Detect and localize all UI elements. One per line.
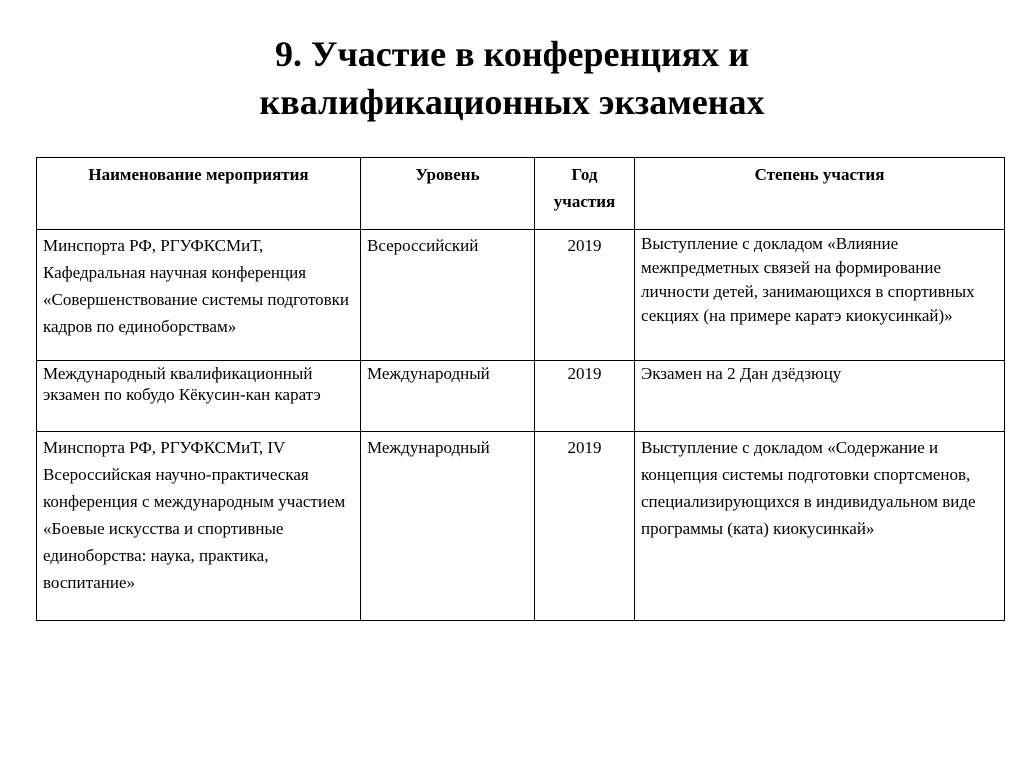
table-header-row — [37, 158, 1005, 230]
slide-title — [0, 30, 1024, 126]
header-level: Уровень — [361, 158, 535, 230]
cell-level: Международный — [361, 432, 535, 621]
cell-level: Международный — [361, 361, 535, 432]
cell-event-name: Минспорта РФ, РГУФКСМиТ, IV Всероссийская научно-практическая конференция с международным участием «Боевые искусства и спортивные единоборства: наука, практика, воспитание» — [37, 432, 361, 621]
slide-title-line-2: квалификационных экзаменах — [259, 82, 765, 122]
cell-event-name: Международный квалификационный экзамен по кобудо Кёкусин-кан каратэ — [37, 361, 361, 432]
table-row — [37, 361, 1005, 432]
table-row — [37, 432, 1005, 621]
cell-participation: Выступление с докладом «Влияние межпредметных связей на формирование личности детей, занимающихся в спортивных секциях (на примере каратэ киокусинкай)» — [635, 230, 1005, 361]
header-event-name: Наименование мероприятия — [37, 158, 361, 230]
cell-year: 2019 — [535, 432, 635, 621]
slide-title-line-1: 9. Участие в конференциях и — [275, 34, 749, 74]
table-row — [37, 230, 1005, 361]
cell-participation: Экзамен на 2 Дан дзёдзюцу — [635, 361, 1005, 432]
cell-event-name: Минспорта РФ, РГУФКСМиТ, Кафедральная научная конференция «Совершенствование системы подготовки кадров по единоборствам» — [37, 230, 361, 361]
cell-level: Всероссийский — [361, 230, 535, 361]
cell-participation: Выступление с докладом «Содержание и концепция системы подготовки спортсменов, специализирующихся в индивидуальном виде программы (ката) киокусинкай» — [635, 432, 1005, 621]
events-table — [36, 157, 1005, 621]
cell-year: 2019 — [535, 361, 635, 432]
header-year: Год участия — [535, 158, 635, 230]
header-participation: Степень участия — [635, 158, 1005, 230]
cell-year: 2019 — [535, 230, 635, 361]
